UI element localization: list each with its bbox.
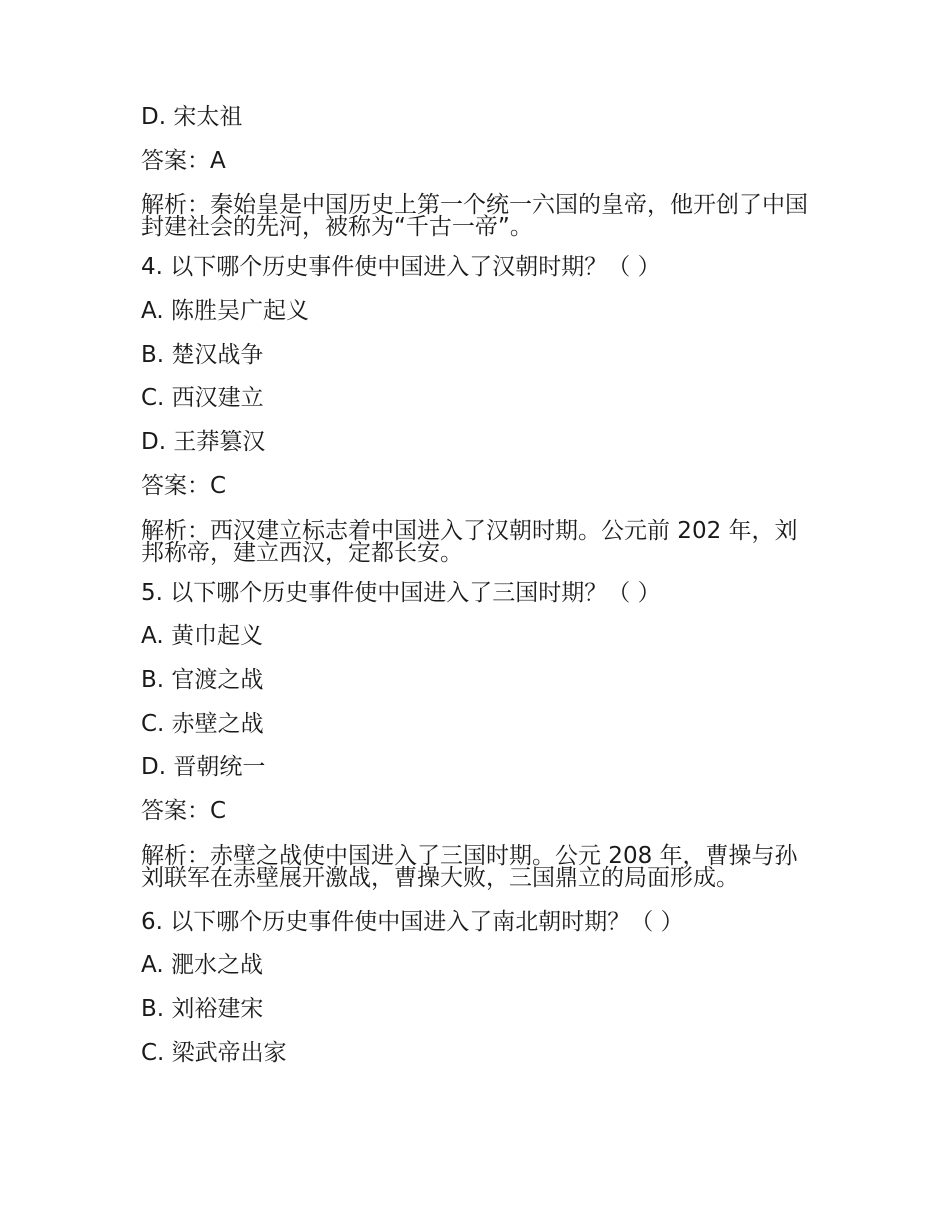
option-c-q4: C. 西汉建立: [141, 385, 264, 412]
explanation-q4: 解析：西汉建立标志着中国进入了汉朝时期。公元前 202 年，刘邦称帝，建立西汉，定都长安。: [141, 517, 798, 566]
question-4: 4. 以下哪个历史事件使中国进入了汉朝时期？（ ）: [141, 254, 661, 281]
question-6: 6. 以下哪个历史事件使中国进入了南北朝时期？（ ）: [141, 908, 684, 935]
option-a-q6: A. 淝水之战: [141, 952, 263, 979]
answer-q3: 答案：A: [141, 147, 226, 174]
option-b-q4: B. 楚汉战争: [141, 341, 264, 368]
option-d-q4: D. 王莽篡汉: [141, 429, 266, 456]
option-d-q3: D. 宋太祖: [141, 104, 243, 130]
option-a-q4: A. 陈胜吴广起义: [141, 298, 309, 325]
document-page: [141, 103, 821, 1082]
answer-q5: 答案：C: [141, 797, 227, 824]
option-b-q6: B. 刘裕建宋: [141, 996, 264, 1022]
answer-q4: 答案：C: [141, 472, 227, 499]
option-a-q5: A. 黄巾起义: [141, 623, 263, 650]
explanation-q5: 解析：赤壁之战使中国进入了三国时期。公元 208 年，曹操与孙刘联军在赤壁展开激战，曹操大败，三国鼎立的局面形成。: [141, 842, 798, 891]
option-b-q5: B. 官渡之战: [141, 666, 264, 693]
option-d-q5: D. 晋朝统一: [141, 754, 266, 781]
question-5: 5. 以下哪个历史事件使中国进入了三国时期？（ ）: [141, 579, 661, 606]
explanation-q3: 解析：秦始皇是中国历史上第一个统一六国的皇帝，他开创了中国封建社会的先河，被称为“千古一帝”。: [141, 192, 808, 241]
option-c-q6: C. 梁武帝出家: [141, 1039, 287, 1066]
option-c-q5: C. 赤壁之战: [141, 710, 264, 737]
